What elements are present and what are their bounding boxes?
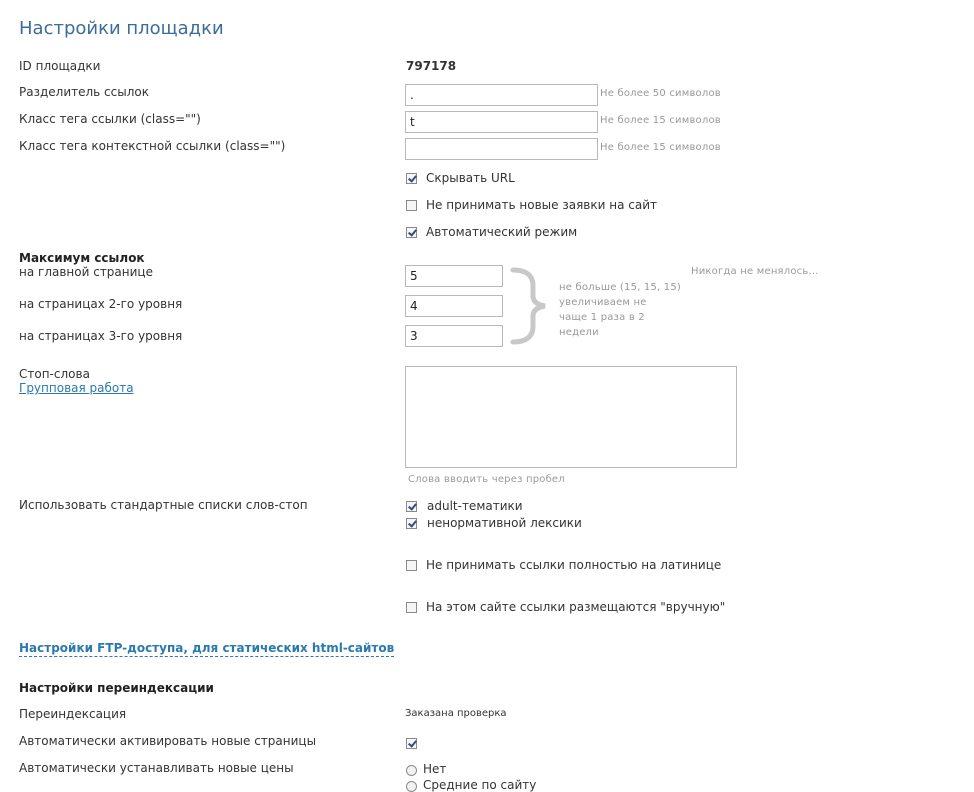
level2-label: на страницах 2-го уровня bbox=[19, 297, 183, 311]
hide-url-label: Скрывать URL bbox=[426, 171, 515, 185]
context-class-label: Класс тега контекстной ссылки (class="") bbox=[19, 139, 286, 153]
brace-icon bbox=[505, 266, 551, 346]
price-none-label: Нет bbox=[423, 761, 447, 776]
level3-label: на страницах 3-го уровня bbox=[19, 329, 183, 343]
link-class-input[interactable] bbox=[405, 111, 598, 133]
price-option-average[interactable] bbox=[406, 777, 536, 792]
hide-url-row[interactable] bbox=[406, 171, 515, 185]
link-separator-label: Разделитель ссылок bbox=[19, 85, 149, 99]
reindex-heading: Настройки переиндексации bbox=[19, 681, 214, 695]
never-changed-text: Никогда не менялось... bbox=[691, 266, 819, 277]
no-latin-checkbox[interactable] bbox=[406, 560, 417, 571]
auto-mode-row[interactable] bbox=[406, 225, 577, 239]
group-work-link[interactable]: Групповая работа bbox=[19, 381, 134, 395]
manual-checkbox[interactable] bbox=[406, 602, 417, 613]
price-average-radio[interactable] bbox=[406, 781, 417, 792]
auto-mode-checkbox[interactable] bbox=[406, 227, 417, 238]
no-latin-row[interactable] bbox=[406, 558, 721, 572]
reindex-status: Заказана проверка bbox=[405, 708, 507, 719]
site-id-label: ID площадки bbox=[19, 59, 101, 73]
auto-activate-label: Автоматически активировать новые страницы bbox=[19, 734, 317, 748]
context-class-hint: Не более 15 символов bbox=[600, 142, 721, 153]
stop-words-hint: Слова вводить через пробел bbox=[408, 474, 565, 485]
stop-words-label: Стоп-слова bbox=[19, 367, 90, 381]
manual-label: На этом сайте ссылки размещаются "вручную" bbox=[426, 600, 726, 614]
adult-checkbox[interactable] bbox=[406, 501, 417, 512]
no-new-requests-label: Не принимать новые заявки на сайт bbox=[426, 198, 657, 212]
no-new-requests-checkbox[interactable] bbox=[406, 200, 417, 211]
link-separator-input[interactable] bbox=[405, 84, 598, 106]
level2-input[interactable] bbox=[405, 295, 503, 317]
main-page-input[interactable] bbox=[405, 265, 503, 287]
price-option-none[interactable] bbox=[406, 761, 446, 776]
link-class-hint: Не более 15 символов bbox=[600, 115, 721, 126]
auto-activate-checkbox[interactable] bbox=[406, 738, 417, 749]
auto-prices-label: Автоматически устанавливать новые цены bbox=[19, 761, 294, 775]
site-id-value: 797178 bbox=[406, 59, 457, 73]
standard-lists-label: Использовать стандартные списки слов-стоп bbox=[19, 498, 308, 512]
obscene-row[interactable] bbox=[406, 516, 582, 530]
level3-input[interactable] bbox=[405, 325, 503, 347]
max-links-heading: Максимум ссылок bbox=[19, 251, 145, 265]
no-new-requests-row[interactable] bbox=[406, 198, 657, 212]
ftp-settings-link[interactable]: Настройки FTP-доступа, для статических html-сайтов bbox=[19, 641, 395, 655]
max-links-note: не больше (15, 15, 15) увеличиваем не чаще 1 раза в 2 недели bbox=[559, 282, 682, 338]
link-separator-hint: Не более 50 символов bbox=[600, 88, 721, 99]
auto-mode-label: Автоматический режим bbox=[426, 225, 578, 239]
manual-row[interactable] bbox=[406, 600, 725, 614]
no-latin-label: Не принимать ссылки полностью на латинице bbox=[426, 558, 722, 572]
context-class-input[interactable] bbox=[405, 138, 598, 160]
obscene-checkbox[interactable] bbox=[406, 518, 417, 529]
stop-words-textarea[interactable] bbox=[405, 366, 737, 468]
page-title: Настройки площадки bbox=[19, 18, 224, 39]
adult-row[interactable] bbox=[406, 499, 523, 513]
adult-label: adult-тематики bbox=[427, 499, 523, 513]
link-class-label: Класс тега ссылки (class="") bbox=[19, 112, 201, 126]
main-page-label: на главной странице bbox=[19, 265, 153, 279]
obscene-label: ненормативной лексики bbox=[427, 516, 582, 530]
hide-url-checkbox[interactable] bbox=[406, 173, 417, 184]
price-average-label: Средние по сайту bbox=[423, 777, 537, 792]
price-none-radio[interactable] bbox=[406, 765, 417, 776]
reindex-label: Переиндексация bbox=[19, 707, 127, 721]
